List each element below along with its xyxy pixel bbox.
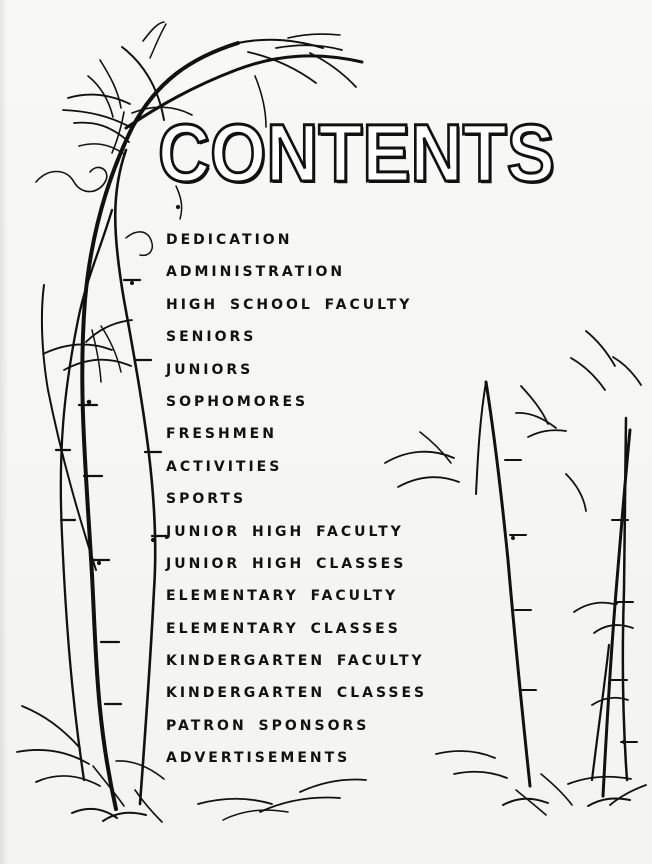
toc-item-kindergarten-faculty: KINDERGARTEN FACULTY (166, 653, 425, 670)
toc-item-advertisements: ADVERTISEMENTS (166, 750, 351, 767)
toc-item-freshmen: FRESHMEN (166, 426, 277, 443)
page-title: CONTENTS (158, 108, 555, 199)
toc-item-elementary-classes: ELEMENTARY CLASSES (166, 620, 401, 637)
toc-item-seniors: SENIORS (166, 329, 257, 346)
right-bamboo-stalk (486, 382, 530, 786)
toc-item-patron-sponsors: PATRON SPONSORS (166, 717, 370, 734)
toc-item-sports: SPORTS (166, 491, 247, 508)
toc-item-activities: ACTIVITIES (166, 458, 283, 475)
toc-item-sophomores: SOPHOMORES (166, 393, 309, 410)
contents-list (166, 230, 486, 781)
toc-item-junior-high-faculty: JUNIOR HIGH FACULTY (166, 523, 404, 540)
toc-item-junior-high-classes: JUNIOR HIGH CLASSES (166, 555, 407, 572)
toc-item-juniors: JUNIORS (166, 361, 254, 378)
toc-item-high-school-faculty: HIGH SCHOOL FACULTY (166, 296, 413, 313)
toc-item-kindergarten-classes: KINDERGARTEN CLASSES (166, 685, 428, 702)
toc-item-dedication: DEDICATION (166, 232, 293, 248)
toc-item-administration: ADMINISTRATION (166, 264, 346, 281)
left-bamboo-stalk-2 (115, 150, 155, 804)
toc-item-elementary-faculty: ELEMENTARY FACULTY (166, 588, 399, 605)
